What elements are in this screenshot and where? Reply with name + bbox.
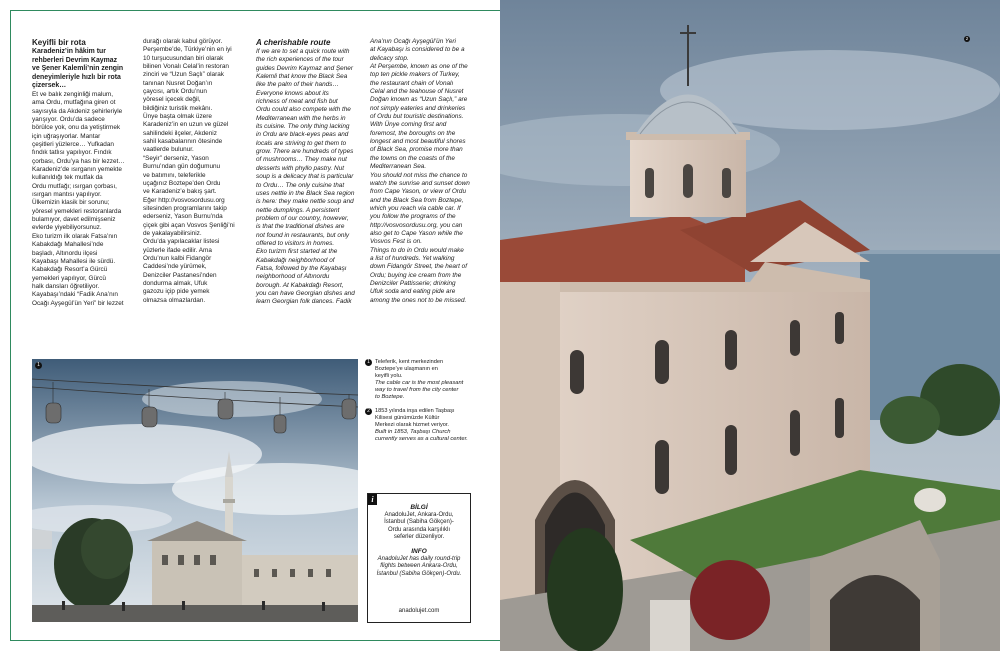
turkish-column-1 — [32, 38, 132, 308]
caption-text-en-1: The cable car is the most pleasant way to travel from the city center to Boztepe. — [375, 379, 464, 400]
body-text-en-2: Ana’nın Ocağı Ayşegül’ün Yeri at Kayabaşı is considered to be a delicacy stop. At Perşembe, known as one of the top ten pickle makers of Turkey, the restaurant chain of Vonalı Celal and the teahouse of Nusret Doğan known as “Uzun Saçlı,” are not simply eateries and drinkeries of Ordu but touristic destinations. With Ünye coming first and foremost, the boroughs on the longest and most beautiful shores of Black Sea, promise more than the towns on the coasts of the Mediterranean Sea. You should not miss the chance to watch the sunrise and sunset down from Cape Yason, or view of Ordu and the Black Sea from Boztepe, which you reach via cable car. If you follow the programs of the http://vosvosordusu.org, you can also get to Cape Yason while the Vosvos Fest is on. Things to do in Ordu would make a list of hundreds. Yet walking down Fidangör Street, the heart of Ordu; buying ice cream from the Denizciler Pattisserie; drinking Ufuk soda and eating pide are among the ones not to be missed. — [370, 38, 470, 304]
section-heading-en: A cherishable route — [256, 38, 331, 47]
caption-text-tr-2: 1853 yılında inşa edilen Taşbaşı Kilisesi günümüzde Kültür Merkezi olarak hizmet veriyor. — [375, 408, 455, 428]
caption-text-en-2: Built in 1853, Taşbaşı Church currently serves as a cultural center. — [375, 428, 468, 442]
info-title-en: INFO — [411, 547, 427, 555]
caption-number-2: 2 — [365, 408, 372, 415]
frame-bottom-line — [10, 640, 500, 641]
body-text-tr-1: Et ve balık zenginliği malum, ama Ordu, mutfağına giren ot sayısıyla da Akdeniz şehirleriyle yarışıyor. Ordu’da sadece börülce yok, onu da yetiştirmek için uğraşıyorlar. Mantar çeşitleri yüzlerce… Yufkadan fındık tatlısı yapılıyor. Fındık çorbası, Ordu’ya has bir lezzet… Karadeniz’de ısırganın yemekte kullanıldığı tek mutfak da Ordu mutfağı; ısırgan çorbası, ısırgan mantısı yapılıyor. Ülkemizin klasik bir sorunu; yöresel yemekleri restoranlarda bulamıyor, davet edilmişseniz evlerde yiyebiliyorsunuz. Eko turizm ilk olarak Fatsa’nın Kabakdağı Mahallesi’nde başladı, Altınordu ilçesi Kayabaşı Mahallesi ile sürdü. Kabakdağı Resort’a Gürcü yemekleri yapılıyor, Gürcü halk dansları öğretiliyor. Kayabaşı’ndaki “Fadik Ana’nın Ocağı Ayşegül’ün Yeri” bir lezzet — [32, 90, 125, 307]
section-heading-tr: Keyifli bir rota — [32, 38, 86, 47]
frame-left-line — [10, 10, 11, 640]
english-column-2 — [370, 38, 476, 305]
photo-number-badge-1: 1 — [35, 362, 42, 369]
caption-1 — [365, 359, 475, 401]
frame-top-line — [10, 10, 500, 11]
caption-text-tr-1: Teleferik, kent merkezinden Boztepe’ye ulaşmanın en keyifli yolu. — [375, 359, 444, 379]
info-website-link[interactable]: anadolujet.com — [398, 608, 440, 615]
church-photo — [500, 0, 1000, 651]
turkish-column-2 — [143, 38, 247, 305]
caption-number-1: 1 — [365, 359, 372, 366]
info-box — [367, 493, 471, 623]
info-icon: i — [368, 494, 377, 505]
cable-car-photo — [32, 359, 358, 622]
caption-2 — [365, 408, 475, 443]
english-column-1 — [256, 38, 360, 307]
body-text-tr-2: durağı olarak kabul görüyor. Perşembe’de, Türkiye’nin en iyi 10 turşucusundan biri olarak bilinen Vonalı Celal’in restoran zinciri ve “Uzun Saçlı” olarak tanınan Nusret Doğan’ın çaycısı, artık Ordu’nun yöresel içecek değil, bildiğiniz turistik mekânı. Ünye başta olmak üzere Karadeniz’in en uzun ve güzel sahilindeki ilçeler, Akdeniz sahil kasabalarının ötesinde vaatlerde bulunur. “Seyir” derseniz, Yason Burnu’ndan gün doğumunu ve batımını, teleferikle uçağınız Boztepe’den Ordu ve Karadeniz’e bakış şart. Eğer http://vosvosordusu.org sitesinden programlarını takip ederseniz, Yason Burnu’nda çiçek gibi açan Vosvos Şenliği’ni de yakalayabilirsiniz. Ordu’da yapılacaklar listesi yüzlerle ifade edilir. Ama Ordu’nun kalbi Fidangör Caddesi’nde yürümek, Denizciler Pastanesi’nden dondurma almak, Ufuk gazozu içip pide yemek olmazsa olmazlardan. — [143, 38, 235, 304]
body-text-en-1: If we are to set a quick route with the rich experiences of the tour guides Devrim Kaymaz and Şener Kalemli that know the Black Sea like the palm of their hands… Everyone knows about its richness of meat and fish but Ordu could also compete with the Mediterranean with the herbs in its cuisine. The only thing lacking in Ordu are black-eyes peas and locals are striving to get them to grow. There are hundreds of types of mushrooms… They make nut desserts with phyllo pastry. Nut soup is a delicacy that is particular to Ordu… The only cuisine that uses nettle in the Black Sea region is here: they make nettle soup and nettle dumplings. A persistent problem of our country, however, is that the traditional dishes are not found in restaurants, but only offered to visitors in homes. Eko turizm first started at the Kabakdağı neighborhood of Fatsa, followed by the Kayabaşı neighborhood of Altınordu borough. At Kabakdağı Resort, you can have Georgian dishes and learn Georgian folk dances. Fadik — [256, 48, 355, 306]
photo-number-badge-2: 2 — [965, 36, 969, 41]
info-text-en: AnadoluJet has daily round-trip flights between Ankara-Ordu, İstanbul (Sabiha Gökçen)-Ordu. — [376, 555, 462, 577]
info-title-tr: BİLGİ — [410, 504, 428, 511]
info-text-tr: AnadoluJet, Ankara-Ordu, İstanbul (Sabiha Gökçen)- Ordu arasında karşılıklı seferler düzenliyor. — [384, 511, 454, 541]
lead-paragraph-tr: Karadeniz’in hâkim tur rehberleri Devrim Kaymaz ve Şener Kalemli’nin zengin deneyimleriyle hızlı bir rota çizersek… — [32, 48, 124, 90]
